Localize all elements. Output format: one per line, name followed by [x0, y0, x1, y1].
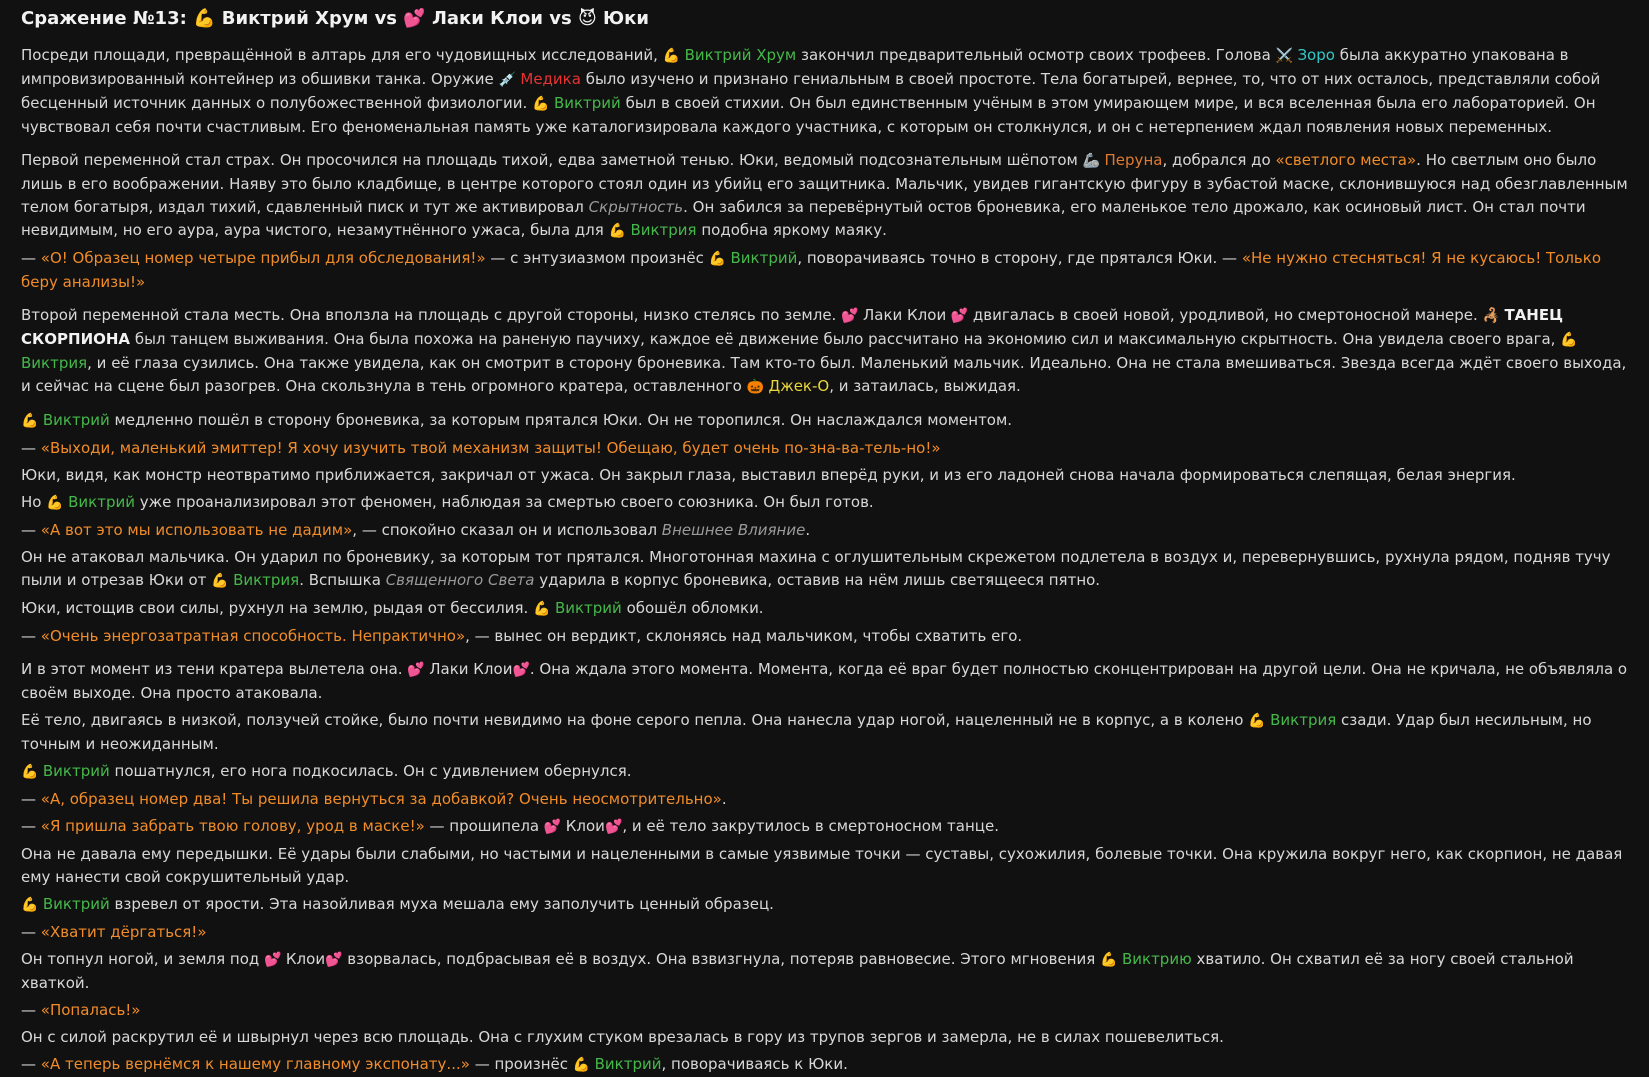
paragraph [21, 409, 1628, 433]
text-run: — [21, 1001, 41, 1019]
emoji-icon: ⚔️ [1275, 48, 1298, 64]
character-name: Виктрий [730, 249, 798, 267]
emoji-icon: 💕 [264, 952, 286, 968]
text-run: взревел от ярости. Эта назойливая муха мешала ему заполучить ценный образец. [109, 895, 774, 913]
character-name: Виктрий [594, 1055, 662, 1073]
text-run: Он не атаковал мальчика. Он ударил по броневику, за которым тот прятался. Многотонная махина с оглушительным скрежетом подлетела в воздух и, перевернувшись, рухнула рядом, подняв тучу пыли и отрезав Юки от [21, 548, 1611, 589]
text-run: . [721, 790, 727, 808]
emoji-icon: 💪 [1248, 713, 1271, 729]
character-name: Медика [520, 70, 581, 88]
character-name: Зоро [1297, 46, 1335, 64]
character-name: Виктрий [554, 599, 622, 617]
paragraph [21, 1053, 1628, 1077]
text-run: Лаки Клои [429, 660, 513, 678]
text-run: сзади. Удар был несильным, но точным и неожиданным. [21, 711, 1592, 753]
text-run: — [21, 439, 41, 457]
character-name: Виктрий [68, 493, 135, 511]
character-name: Виктрия [630, 221, 697, 239]
text-run: . Она ждала этого момента. Момента, когда её враг будет полностью сконцентрирован на другой цели. Она не кричала, не объявляла о своём выходе. Она просто атаковала. [21, 660, 1628, 702]
text-run: — [21, 790, 41, 808]
text-run: — [21, 817, 41, 835]
paragraph [21, 815, 1628, 839]
text-run: , добрался до [1162, 151, 1276, 169]
emoji-icon: 💪 [533, 601, 555, 617]
text-run: — [21, 521, 41, 539]
text-run: хватило. Он схватил её за ногу своей стальной хваткой. [21, 950, 1574, 992]
text-run: — [21, 923, 41, 941]
dialogue-quote: «Я пришла забрать твою голову, урод в маске!» [40, 817, 425, 835]
paragraph [21, 597, 1628, 621]
text-run: Второй переменной стала месть. Она вползла на площадь с другой стороны, низко стелясь по земле. [21, 306, 842, 324]
text-run: Посреди площади, превращённой в алтарь для его чудовищных исследований, [21, 46, 663, 64]
text-run: было изучено и признано гениальным в своей простоте. Тела богатырей, вернее, то, что от них осталось, представляли собой бесценный источник данных о полубожественной физиологии. [21, 70, 1601, 112]
character-name: Виктрий [42, 411, 110, 429]
text-run: Лаки Клои [862, 306, 947, 324]
emoji-icon: 💪 [608, 223, 631, 239]
text-run: . Но светлым оно было лишь в его воображении. Наяву это было кладбище, в центре которого стоял один из убийц его защитника. Мальчик, увидев гигантскую фигуру в зубастой маске, склонившуюся над обезглавленным телом богатыря, издал тихий, сдавленный писк и тут же активировал [21, 151, 1628, 216]
text-run: . [805, 521, 811, 539]
text-run: , и её тело закрутилось в смертоносном танце. [622, 817, 999, 835]
dialogue-quote: «Хватит дёргаться!» [40, 923, 207, 941]
text-run: . Вспышка [299, 571, 386, 589]
paragraph [21, 464, 1628, 487]
ability-name: Внешнее Влияние [661, 521, 806, 539]
dialogue-quote: «Попалась!» [40, 1001, 141, 1019]
text-run: — [21, 249, 41, 267]
emoji-icon: 💪 [662, 48, 685, 64]
page-title: Сражение №13: 💪 Виктрий Хрум vs 💕 Лаки Клои vs 😈 Юки [21, 8, 649, 29]
emoji-icon: 💕 [946, 308, 969, 324]
text-run: Юки, истощив свои силы, рухнул на землю, рыдая от бессилия. [21, 599, 534, 617]
emoji-icon: 💪 [46, 495, 69, 511]
text-run: подобна яркому маяку. [696, 221, 887, 239]
text-run: — произнёс [469, 1055, 573, 1073]
emoji-icon: 🎃 [746, 379, 769, 395]
bold-term: ТАНЕЦ СКОРПИОНА [21, 306, 1564, 348]
dialogue-quote: «А вот это мы использовать не дадим» [40, 521, 353, 539]
paragraph [21, 709, 1628, 756]
emoji-icon: 💕 [543, 819, 566, 835]
story-text [21, 44, 1628, 1077]
emoji-icon: 💪 [1560, 332, 1578, 348]
emoji-icon: 💉 [498, 72, 521, 88]
emoji-icon: 💪 [21, 413, 43, 429]
text-run: , поворачиваясь точно в сторону, где прятался Юки. — [797, 249, 1242, 267]
character-name: Виктрий [42, 895, 110, 913]
emoji-icon: 💕 [407, 662, 430, 678]
text-run: был в своей стихии. Он был единственным учёным в этом умирающем мире, и вся вселенная была его лабораторией. Он чувствовал себя почти счастливым. Его феноменальная память уже каталогизировала каждого участника, с которым он столкнулся, и он с нетерпением ждал появления новых переменных. [21, 94, 1596, 136]
text-run: — с энтузиазмом произнёс [485, 249, 709, 267]
character-name: Джек-О [768, 377, 830, 395]
text-run: Клои [565, 817, 605, 835]
character-name: Виктрий [42, 762, 110, 780]
emoji-icon: 🦂 [1482, 308, 1505, 324]
emoji-icon: 💪 [21, 897, 43, 913]
emoji-icon: 💪 [1100, 952, 1122, 968]
text-run: — [21, 627, 41, 645]
emoji-icon: 🦾 [1082, 153, 1105, 169]
text-run: — прошипела [424, 817, 544, 835]
text-run: И в этот момент из тени кратера вылетела она. [21, 660, 408, 678]
dialogue-quote: «А, образец номер два! Ты решила вернуться за добавкой? Очень неосмотрительно» [40, 790, 722, 808]
paragraph [21, 491, 1628, 515]
emoji-icon: 💕 [512, 662, 530, 678]
text-run: была аккуратно упакована в импровизированный контейнер из обшивки танка. Оружие [21, 46, 1569, 88]
paragraph [21, 44, 1628, 139]
text-run: — [21, 1055, 41, 1073]
paragraph [21, 247, 1628, 294]
emoji-icon: 💪 [211, 573, 234, 589]
character-name: Виктрий Хрум [684, 46, 797, 64]
text-run: был танцем выживания. Она была похожа на раненую паучиху, каждое её движение было рассчитано на экономию сил и максимальную скрытность. Она увидела своего врага, [130, 330, 1561, 348]
text-run: ударила в корпус броневика, оставив на нём лишь светящееся пятно. [534, 571, 1101, 589]
paragraph [21, 149, 1628, 243]
emoji-icon: 💕 [325, 952, 343, 968]
ability-name: Скрытность [588, 198, 684, 216]
dialogue-quote: «светлого места» [1275, 151, 1417, 169]
character-name: Виктрий [553, 94, 621, 112]
text-run: пошатнулся, его нога подкосилась. Он с удивлением обернулся. [109, 762, 632, 780]
dialogue-quote: «Очень энергозатратная способность. Непрактично» [40, 627, 466, 645]
emoji-icon: 💪 [21, 764, 43, 780]
text-run: Её тело, двигаясь в низкой, ползучей стойке, было почти невидимо на фоне серого пепла. Она нанесла удар ногой, нацеленный не в корпус, а в колено [21, 711, 1249, 729]
text-run: , — спокойно сказал он и использовал [352, 521, 662, 539]
character-name: Виктрия [21, 354, 88, 372]
text-run: Первой переменной стал страх. Он просочился на площадь тихой, едва заметной тенью. Юки, ведомый подсознательным шёпотом [21, 151, 1083, 169]
dialogue-quote: «Не нужно стесняться! Я не кусаюсь! Только беру анализы!» [21, 249, 1602, 291]
text-run: , и её глаза сузились. Она также увидела, как он смотрит в сторону броневика. Там кто-то был. Маленький мальчик. Идеально. Она не стала вмешиваться. Звезда всегда ждёт своего выхода, и сейчас на сцене был разогрев. Она скользнула в тень огромного кратера, оставленного [21, 354, 1627, 395]
text-run: Но [21, 493, 47, 511]
dialogue-quote: «А теперь вернёмся к нашему главному экспонату...» [40, 1055, 470, 1073]
paragraph [21, 921, 1628, 944]
text-run: , — вынес он вердикт, склоняясь над мальчиком, чтобы схватить его. [465, 627, 1023, 645]
paragraph [21, 760, 1628, 784]
paragraph [21, 546, 1628, 593]
text-run: Она не давала ему передышки. Её удары были слабыми, но частыми и нацеленными в самые уязвимые точки — суставы, сухожилия, болевые точки. Она кружила вокруг него, как скорпион, не давая ему нанести свой сокрушительный удар. [21, 845, 1623, 886]
paragraph [21, 625, 1628, 648]
character-name: Виктрию [1121, 950, 1192, 968]
paragraph [21, 519, 1628, 542]
text-run: обошёл обломки. [621, 599, 764, 617]
paragraph [21, 843, 1628, 889]
text-run: медленно пошёл в сторону броневика, за которым прятался Юки. Он не торопился. Он наслаждался моментом. [109, 411, 1013, 429]
character-name: Виктрия [1270, 711, 1337, 729]
ability-name: Священного Света [385, 571, 535, 589]
paragraph [21, 893, 1628, 917]
dialogue-quote: «О! Образец номер четыре прибыл для обследования!» [40, 249, 486, 267]
text-run: закончил предварительный осмотр своих трофеев. Голова [796, 46, 1276, 64]
text-run: . Он забился за перевёрнутый остов броневика, его маленькое тело дрожало, как осиновый лист. Он стал почти невидимым, но его аура, аура чистого, незамутнённого ужаса, была для [21, 198, 1586, 239]
character-name: Перуна [1104, 151, 1163, 169]
text-run: Он топнул ногой, и земля под [21, 950, 265, 968]
paragraph [21, 1026, 1628, 1049]
paragraph [21, 304, 1628, 399]
emoji-icon: 💪 [532, 96, 554, 112]
text-run: уже проанализировал этот феномен, наблюдая за смертью своего союзника. Он был готов. [134, 493, 874, 511]
text-run: , и затаилась, выжидая. [829, 377, 1021, 395]
character-name: Виктрия [233, 571, 300, 589]
emoji-icon: 💕 [604, 819, 623, 835]
paragraph [21, 788, 1628, 811]
text-run: Юки, видя, как монстр неотвратимо приближается, закричал от ужаса. Он закрыл глаза, выставил вперёд руки, и из его ладоней снова начала формироваться слепящая, белая энергия. [21, 466, 1516, 484]
emoji-icon: 💪 [572, 1057, 595, 1073]
paragraph [21, 437, 1628, 460]
text-run: , поворачиваясь к Юки. [661, 1055, 848, 1073]
paragraph [21, 999, 1628, 1022]
paragraph [21, 658, 1628, 705]
emoji-icon: 💪 [708, 251, 731, 267]
emoji-icon: 💕 [841, 308, 863, 324]
text-run: Клои [285, 950, 326, 968]
text-run: Он с силой раскрутил её и швырнул через всю площадь. Она с глухим стуком врезалась в гору из трупов зергов и замерла, не в силах пошевелиться. [21, 1028, 1224, 1046]
text-run: взорвалась, подбрасывая её в воздух. Она взвизгнула, потеряв равновесие. Этого мгновения [342, 950, 1101, 968]
text-run: двигалась в своей новой, уродливой, но смертоносной манере. [968, 306, 1483, 324]
paragraph [21, 948, 1628, 995]
dialogue-quote: «Выходи, маленький эмиттер! Я хочу изучить твой механизм защиты! Обещаю, будет очень по-зна-ва-тель-но!» [40, 439, 941, 457]
